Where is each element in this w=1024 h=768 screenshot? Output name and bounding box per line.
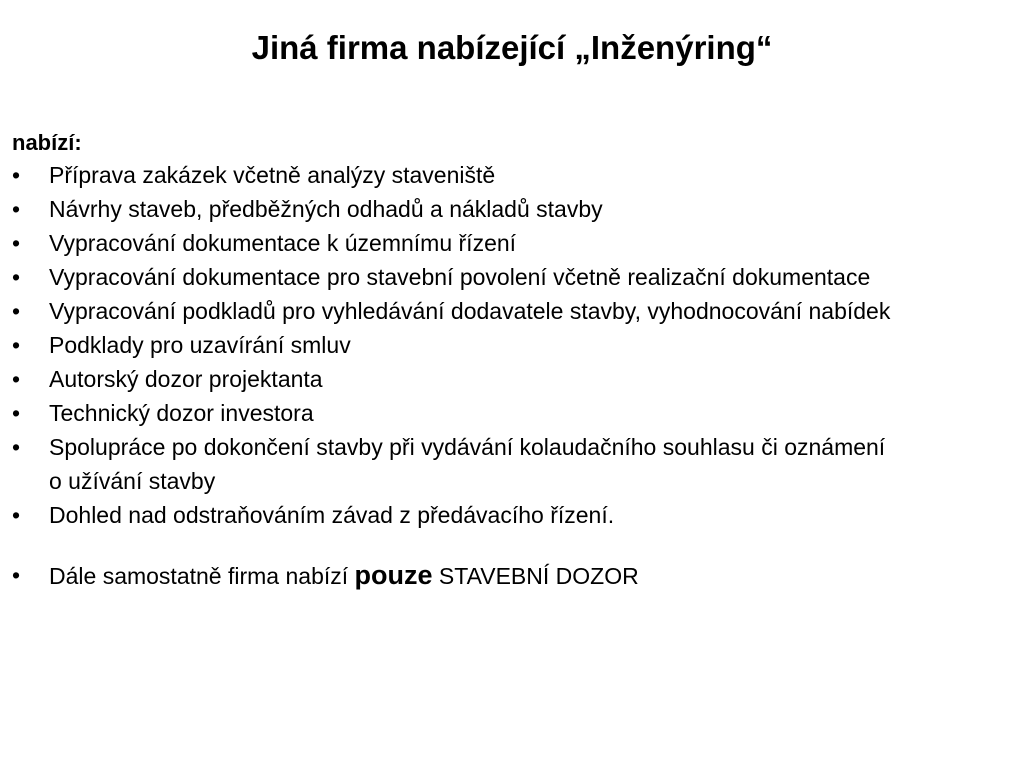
intro-label: nabízí: xyxy=(12,130,82,155)
list-item-continuation xyxy=(12,468,1002,494)
list-item-text: Technický dozor investora xyxy=(49,400,314,426)
list-item xyxy=(12,230,1002,256)
list-item-text: Podklady pro uzavírání smluv xyxy=(49,332,351,358)
list-item-text: Návrhy staveb, předběžných odhadů a nákladů stavby xyxy=(49,196,603,222)
list-item xyxy=(12,264,1002,290)
list-item-text: Dohled nad odstraňováním závad z předávacího řízení. xyxy=(49,502,615,528)
bullet-icon: • xyxy=(12,298,21,324)
list-item-text: Vypracování dokumentace k územnímu řízení xyxy=(49,230,517,256)
bullet-icon: • xyxy=(12,562,21,588)
bullet-icon: • xyxy=(12,332,21,358)
bullet-icon: • xyxy=(12,230,21,256)
list-item-text: Autorský dozor projektanta xyxy=(49,366,323,392)
list-item xyxy=(12,400,1002,426)
final-text-before: Dále samostatně firma nabízí xyxy=(49,563,355,589)
bullet-icon: • xyxy=(12,162,21,188)
bullet-icon: • xyxy=(12,434,21,460)
list-item xyxy=(12,434,1002,460)
list-item xyxy=(12,298,1002,324)
slide-title: Jiná firma nabízející „Inženýring“ xyxy=(251,29,773,66)
list-item xyxy=(12,162,1002,188)
list-item-text: o užívání stavby xyxy=(49,468,216,494)
bullet-icon: • xyxy=(12,264,21,290)
list-item xyxy=(12,502,1002,528)
list-item-text: Příprava zakázek včetně analýzy staveniště xyxy=(49,162,496,188)
final-text-after: STAVEBNÍ DOZOR xyxy=(432,563,639,589)
final-text-emphasis: pouze xyxy=(354,560,433,590)
list-item xyxy=(12,196,1002,222)
bullet-icon: • xyxy=(12,400,21,426)
list-item-text: Vypracování podkladů pro vyhledávání dodavatele stavby, vyhodnocování nabídek xyxy=(49,298,891,324)
list-item xyxy=(12,332,1002,358)
list-item-text: Vypracování dokumentace pro stavební povolení včetně realizační dokumentace xyxy=(49,264,871,290)
service-list xyxy=(12,162,1002,597)
list-item-text: Spolupráce po dokončení stavby při vydávání kolaudačního souhlasu či oznámení xyxy=(49,434,886,460)
bullet-icon: • xyxy=(12,366,21,392)
list-item-final xyxy=(12,562,1002,589)
bullet-icon: • xyxy=(12,502,21,528)
list-item xyxy=(12,366,1002,392)
bullet-icon: • xyxy=(12,196,21,222)
